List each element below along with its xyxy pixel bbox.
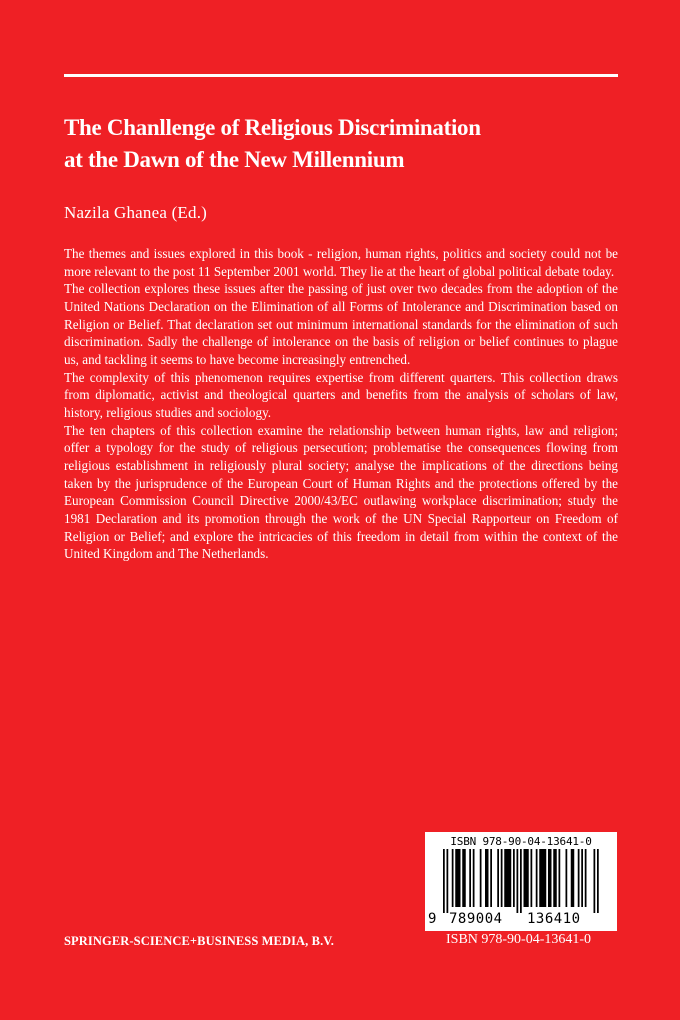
- editor-name: Nazila Ghanea (Ed.): [64, 203, 208, 222]
- isbn-number: ISBN 978-90-04-13641-0: [446, 932, 592, 947]
- blurb-paragraph-2: The collection explores these issues after the passing of just over two decades from the adoption of the United Nations Declaration on the Elimination of all Forms of Intolerance and Discrimination based on Religion or Belief. That declaration set out minimum international standards for the elimination of such discrimination. Sadly the challenge of intolerance on the basis of religion or belief continues to plague us, and tackling it seems to have become increasingly entrenched.: [64, 281, 618, 367]
- barcode-bar: [513, 849, 515, 907]
- barcode-bar: [447, 849, 449, 913]
- barcode-bar: [443, 849, 445, 913]
- barcode-bar: [517, 849, 519, 913]
- barcode-bar: [520, 849, 522, 913]
- barcode-bar: [536, 849, 538, 907]
- barcode-bar: [553, 849, 557, 907]
- barcode-bar: [594, 849, 596, 913]
- barcode-bar: [548, 849, 552, 907]
- barcode-bar: [497, 849, 499, 907]
- barcode-bar: [566, 849, 568, 907]
- barcode-bar: [501, 849, 503, 907]
- barcode-bar: [585, 849, 587, 907]
- blurb-paragraph-1: The themes and issues explored in this book - religion, human rights, politics and society could not be more relevant to the post 11 September 2001 world. They lie at the heart of global political debate today.: [64, 246, 618, 279]
- barcode-bar: [455, 849, 460, 907]
- blurb-paragraph-3: The complexity of this phenomenon requires expertise from different quarters. This collection draws from diplomatic, activist and theological quarters and benefits from the analysis of scholars of law, history, religious studies and sociology.: [64, 369, 618, 420]
- barcode-bar: [473, 849, 475, 907]
- barcode-bar: [524, 849, 529, 907]
- barcode-digit-group-1: 789004: [449, 911, 503, 927]
- barcode-bar: [469, 849, 471, 907]
- barcode-bar: [504, 849, 511, 907]
- barcode-bar: [581, 849, 583, 907]
- blurb: [64, 245, 618, 563]
- blurb-paragraph-4: The ten chapters of this collection examine the relationship between human rights, law and religion; offer a typology for the study of religious persecution; problematise the consequences flowing from religious establishment in religiously plural society; analyse the implications of the directions being taken by the jurisprudence of the European Court of Human Rights and the protections offered by the European Commission Council Directive 2000/43/EC outlawing workplace discrimination; study the 1981 Declaration and its promotion through the work of the UN Special Rapporteur on Freedom of Religion or Belief; and explore the intricacies of this freedom in detail from within the context of the United Kingdom and The Netherlands.: [64, 422, 618, 562]
- book-title: [64, 112, 624, 176]
- top-rule: [64, 74, 618, 77]
- barcode-bar: [462, 849, 466, 907]
- publisher-name: SPRINGER-SCIENCE+BUSINESS MEDIA, B.V.: [64, 934, 335, 948]
- barcode-bar: [578, 849, 580, 907]
- title-line-2: at the Dawn of the New Millennium: [64, 147, 405, 172]
- barcode-bar: [539, 849, 546, 907]
- barcode-bar: [571, 849, 575, 907]
- barcode-isbn-label: ISBN 978-90-04-13641-0: [450, 835, 592, 848]
- barcode-bars: [439, 849, 605, 913]
- barcode-bar: [531, 849, 533, 907]
- barcode-bar: [490, 849, 492, 907]
- barcode-digit-first: 9: [428, 911, 437, 927]
- barcode-bar: [452, 849, 454, 907]
- barcode-bar: [559, 849, 561, 907]
- barcode: [425, 832, 617, 931]
- title-line-1: The Chanllenge of Religious Discrimination: [64, 115, 481, 140]
- barcode-bar: [597, 849, 599, 913]
- barcode-digit-group-2: 136410: [527, 911, 581, 927]
- barcode-bar: [485, 849, 489, 907]
- barcode-bar: [480, 849, 482, 907]
